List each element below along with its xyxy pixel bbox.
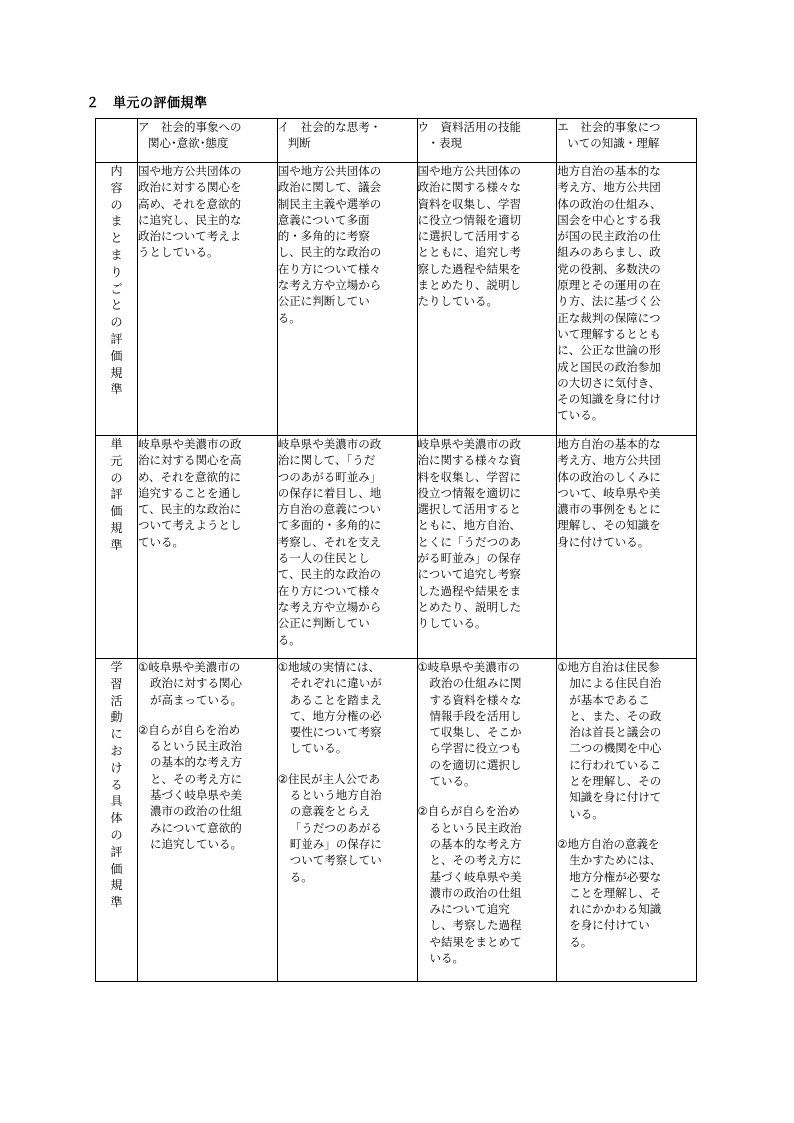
cell-line: 地方自治の基本的な bbox=[557, 437, 661, 451]
criteria-item-line: 二つの機関を中心 bbox=[569, 741, 662, 756]
cell-line: て多面的・多角的に bbox=[277, 518, 382, 533]
criteria-item-line: を身に付けてい bbox=[569, 918, 650, 933]
criteria-item bbox=[138, 659, 277, 708]
cell-line: 公正に判断してい bbox=[277, 616, 370, 631]
cell-line: ついて考えようとし bbox=[138, 518, 242, 533]
cell-line: 公正に判断してい bbox=[277, 294, 370, 309]
cell-gakushu-a bbox=[138, 659, 278, 982]
cell-line: とともに、追究し考 bbox=[417, 245, 521, 260]
criteria-item-line: と、その考え方に bbox=[429, 853, 522, 868]
criteria-item-line: るという地方自治 bbox=[289, 788, 382, 803]
header-u: ウ 資料活用の技能 ・表現 bbox=[417, 119, 557, 163]
cell-line: 選択して活用すると bbox=[417, 502, 521, 517]
criteria-item bbox=[557, 836, 696, 950]
criteria-item-line: て収集し、そこか bbox=[429, 725, 522, 740]
cell-line: 岐阜県や美濃市の政 bbox=[417, 437, 521, 451]
criteria-item-line: している。 bbox=[289, 741, 348, 756]
criteria-item-line: ②地方自治の意義を bbox=[557, 836, 660, 851]
criteria-item-line: 生かすためには、 bbox=[569, 853, 662, 868]
cell-line: 意義について多面 bbox=[277, 212, 370, 227]
cell-line: 成と国民の政治参加 bbox=[557, 359, 661, 374]
cell-naiyou-e bbox=[557, 163, 697, 436]
cell-line: りしている。 bbox=[417, 616, 487, 631]
cell-line: に選択して活用する bbox=[417, 229, 521, 244]
cell-naiyou-u bbox=[417, 163, 557, 436]
criteria-item-line: みについて追究 bbox=[429, 902, 510, 917]
cell-line: て、民主的な政治の bbox=[277, 567, 382, 582]
cell-line: の保存に着目し、地 bbox=[277, 485, 382, 500]
criteria-item-line: ている。 bbox=[429, 774, 476, 789]
cell-line: 地方自治の基本的な bbox=[557, 164, 661, 178]
cell-line: 国や地方公共団体の bbox=[138, 164, 242, 178]
cell-line: に、公正な世論の形 bbox=[557, 343, 661, 358]
cell-line: 追究することを通し bbox=[138, 485, 242, 500]
cell-line: 役立つ情報を適切に bbox=[417, 485, 521, 500]
cell-line: て、民主的な政治に bbox=[138, 502, 242, 517]
cell-line: 料を収集し、学習に bbox=[417, 469, 521, 484]
cell-tangen-e bbox=[557, 436, 697, 659]
criteria-item-line: の基本的な考え方 bbox=[429, 836, 522, 851]
criteria-item-line: に行われているこ bbox=[569, 757, 662, 772]
cell-line: その知識を身に付け bbox=[557, 392, 661, 407]
cell-line: 在り方について様々 bbox=[277, 261, 382, 276]
cell-line: 治に関する様々な資 bbox=[417, 453, 521, 468]
row-label-tangen: 単元の評価規準 bbox=[96, 436, 138, 659]
criteria-item-line: とを理解し、その bbox=[569, 774, 662, 789]
cell-naiyou-a bbox=[138, 163, 278, 436]
header-i: イ 社会的な思考・ 判断 bbox=[277, 119, 417, 163]
cell-line: 党の役割、多数決の bbox=[557, 261, 661, 276]
cell-tangen-a bbox=[138, 436, 278, 659]
cell-line: 察した過程や結果を bbox=[417, 261, 521, 276]
criteria-item-line: や結果をまとめて bbox=[429, 934, 522, 949]
cell-line: 方自治の意義につい bbox=[277, 502, 382, 517]
criteria-item-line: ついて考察してい bbox=[289, 853, 382, 868]
cell-line: 考え方、地方公共団 bbox=[557, 453, 661, 468]
criteria-item-line: が基本であるこ bbox=[569, 692, 650, 707]
cell-line: 高め、それを意欲的 bbox=[138, 196, 242, 211]
cell-line: 組みのあらまし、政 bbox=[557, 245, 661, 260]
criteria-item-line: 情報手段を活用し bbox=[429, 708, 522, 723]
cell-line: る。 bbox=[277, 310, 301, 325]
cell-line: 体の政治の仕組み、 bbox=[557, 196, 662, 211]
cell-line: について追究し考察 bbox=[417, 567, 521, 582]
criteria-item-line: 基づく岐阜県や美 bbox=[150, 788, 242, 803]
cell-line: し、民主的な政治の bbox=[277, 245, 382, 260]
cell-line: 政治に対する関心を bbox=[138, 180, 242, 195]
cell-line: 体の政治のしくみに bbox=[557, 469, 661, 484]
row-naiyou bbox=[96, 163, 697, 436]
cell-naiyou-i bbox=[277, 163, 417, 436]
cell-line: ている。 bbox=[138, 534, 184, 549]
criteria-item-line: ②自らが自らを治め bbox=[138, 722, 241, 737]
criteria-item bbox=[418, 659, 557, 789]
cell-line: ている。 bbox=[557, 408, 604, 423]
cell-line: した過程や結果をま bbox=[417, 583, 521, 598]
criteria-item-line: の意義をとらえ bbox=[289, 804, 371, 819]
criteria-item-line: する資料を様々な bbox=[429, 692, 522, 707]
cell-line: 原理とその運用の在 bbox=[557, 278, 661, 293]
criteria-item-line: 知識を身に付けて bbox=[569, 790, 662, 805]
criteria-item bbox=[557, 659, 696, 822]
header-a: ア 社会的事象への 関心･意欲･態度 bbox=[138, 119, 278, 163]
row-label-gakushu: 学習活動における具体の評価規準 bbox=[96, 659, 138, 982]
criteria-item-line: いる。 bbox=[569, 806, 604, 821]
criteria-item-line: ①岐阜県や美濃市の bbox=[417, 660, 520, 674]
cell-line: が国の民主政治の仕 bbox=[557, 229, 661, 244]
cell-line: 政治に関して、議会 bbox=[277, 180, 382, 195]
header-row bbox=[96, 119, 697, 163]
criteria-item-line: が高まっている。 bbox=[150, 692, 242, 707]
criteria-item bbox=[278, 659, 417, 757]
cell-line: の大切さに気付き、 bbox=[557, 375, 661, 390]
cell-line: 身に付けている。 bbox=[557, 534, 650, 549]
header-e: エ 社会的事象につ いての知識・理解 bbox=[557, 119, 697, 163]
cell-line: ともに、地方自治、 bbox=[417, 518, 521, 533]
criteria-item-line: 町並み」の保存に bbox=[289, 836, 382, 851]
criteria-item-line: し、考察した過程 bbox=[429, 918, 522, 933]
cell-line: 考え方、地方公共団 bbox=[557, 180, 661, 195]
cell-line: 資料を収集し、学習 bbox=[417, 196, 521, 211]
section-title: ２ 単元の評価規準 bbox=[86, 96, 208, 111]
cell-line: ついて、岐阜県や美 bbox=[557, 485, 661, 500]
cell-line: 国や地方公共団体の bbox=[417, 164, 521, 178]
criteria-item-line: ①岐阜県や美濃市の bbox=[138, 660, 241, 674]
criteria-item-line: と、また、その政 bbox=[569, 708, 662, 723]
criteria-item-line: れにかかわる知識 bbox=[569, 902, 662, 917]
cell-gakushu-i bbox=[277, 659, 417, 982]
corner-cell bbox=[96, 119, 138, 163]
cell-line: 濃市の事例をもとに bbox=[557, 502, 661, 517]
row-tangen bbox=[96, 436, 697, 659]
cell-line: 理解し、その知識を bbox=[557, 518, 661, 533]
cell-line: 国や地方公共団体の bbox=[277, 164, 382, 178]
evaluation-criteria-table bbox=[95, 118, 697, 982]
criteria-item-line: る。 bbox=[289, 869, 313, 884]
criteria-item-line: みについて意欲的 bbox=[150, 820, 242, 835]
cell-line: め、それを意欲的に bbox=[138, 469, 242, 484]
cell-line: とめたり、説明した bbox=[417, 599, 521, 614]
criteria-item-line: ことを理解し、そ bbox=[569, 885, 662, 900]
cell-line: まとめたり、説明し bbox=[417, 278, 521, 293]
criteria-item-line: と、その考え方に bbox=[150, 771, 242, 786]
criteria-item-line: ②住民が主人公であ bbox=[277, 771, 381, 786]
row-label-naiyou: 内容のまとまりごとの評価規準 bbox=[96, 163, 138, 436]
cell-line: 岐阜県や美濃市の政 bbox=[138, 437, 242, 451]
criteria-item bbox=[278, 771, 417, 885]
criteria-item-line: ②自らが自らを治め bbox=[417, 804, 520, 819]
cell-line: 治に関して、「うだ bbox=[277, 453, 376, 468]
criteria-item bbox=[418, 803, 557, 966]
criteria-item-line: それぞれに違いが bbox=[289, 676, 382, 691]
cell-line: り方、法に基づく公 bbox=[557, 294, 661, 309]
cell-line: 制民主主義や選挙の bbox=[277, 196, 382, 211]
criteria-item-line: 要性について考察 bbox=[289, 725, 382, 740]
criteria-item-line: て、地方分権の必 bbox=[289, 708, 382, 723]
row-gakushu bbox=[96, 659, 697, 982]
cell-line: 考察し、それを支え bbox=[277, 534, 382, 549]
criteria-item-line: 地方分権が必要な bbox=[569, 869, 662, 884]
criteria-item-line: 濃市の政治の仕組 bbox=[150, 804, 242, 819]
criteria-item-line: に追究している。 bbox=[150, 836, 242, 851]
cell-tangen-i bbox=[277, 436, 417, 659]
cell-gakushu-e bbox=[557, 659, 697, 982]
criteria-item-line: ①地域の実情には、 bbox=[277, 660, 381, 674]
cell-line: る一人の住民とし bbox=[277, 551, 370, 566]
cell-line: 的・多角的に考察 bbox=[277, 229, 370, 244]
criteria-item-line: 政治に対する関心 bbox=[150, 676, 242, 691]
criteria-item-line: あることを踏まえ bbox=[289, 692, 382, 707]
cell-line: 正な裁判の保障につ bbox=[557, 310, 661, 325]
criteria-item-line: 治は首長と議会の bbox=[569, 725, 662, 740]
cell-line: 在り方について様々 bbox=[277, 583, 382, 598]
criteria-item-line: のを適切に選択し bbox=[429, 757, 522, 772]
cell-line: 政治について考えよ bbox=[138, 229, 242, 244]
criteria-item-line: いる。 bbox=[429, 951, 464, 966]
cell-line: に追究し、民主的な bbox=[138, 212, 242, 227]
cell-line: に役立つ情報を適切 bbox=[417, 212, 521, 227]
cell-line: とくに「うだつのあ bbox=[417, 534, 521, 549]
criteria-item-line: 基づく岐阜県や美 bbox=[429, 869, 522, 884]
criteria-item-line: ら学習に役立つも bbox=[429, 741, 522, 756]
criteria-item-line: る。 bbox=[569, 934, 593, 949]
cell-line: うとしている。 bbox=[138, 245, 219, 260]
criteria-item bbox=[138, 722, 277, 852]
cell-line: る。 bbox=[277, 632, 301, 647]
cell-line: たりしている。 bbox=[417, 294, 498, 309]
criteria-item-line: るという民主政治 bbox=[150, 739, 242, 754]
cell-line: いて理解するととも bbox=[557, 326, 661, 341]
criteria-item-line: るという民主政治 bbox=[429, 820, 522, 835]
criteria-item-line: 濃市の政治の仕組 bbox=[429, 885, 522, 900]
cell-line: つのあがる町並み」 bbox=[277, 469, 382, 484]
cell-line: がる町並み」の保存 bbox=[417, 551, 521, 566]
cell-line: 国会を中心とする我 bbox=[557, 212, 661, 227]
cell-line: な考え方や立場から bbox=[277, 278, 382, 293]
cell-line: 政治に関する様々な bbox=[417, 180, 521, 195]
criteria-item-line: 「うだつのあがる bbox=[289, 820, 382, 835]
criteria-item-line: 政治の仕組みに関 bbox=[429, 676, 522, 691]
cell-line: 岐阜県や美濃市の政 bbox=[277, 437, 382, 451]
criteria-item-line: 加による住民自治 bbox=[569, 676, 662, 691]
criteria-item-line: の基本的な考え方 bbox=[150, 755, 242, 770]
cell-tangen-u bbox=[417, 436, 557, 659]
cell-line: 治に対する関心を高 bbox=[138, 453, 242, 468]
cell-line: な考え方や立場から bbox=[277, 599, 382, 614]
cell-gakushu-u bbox=[417, 659, 557, 982]
criteria-item-line: ①地方自治は住民参 bbox=[557, 660, 660, 674]
